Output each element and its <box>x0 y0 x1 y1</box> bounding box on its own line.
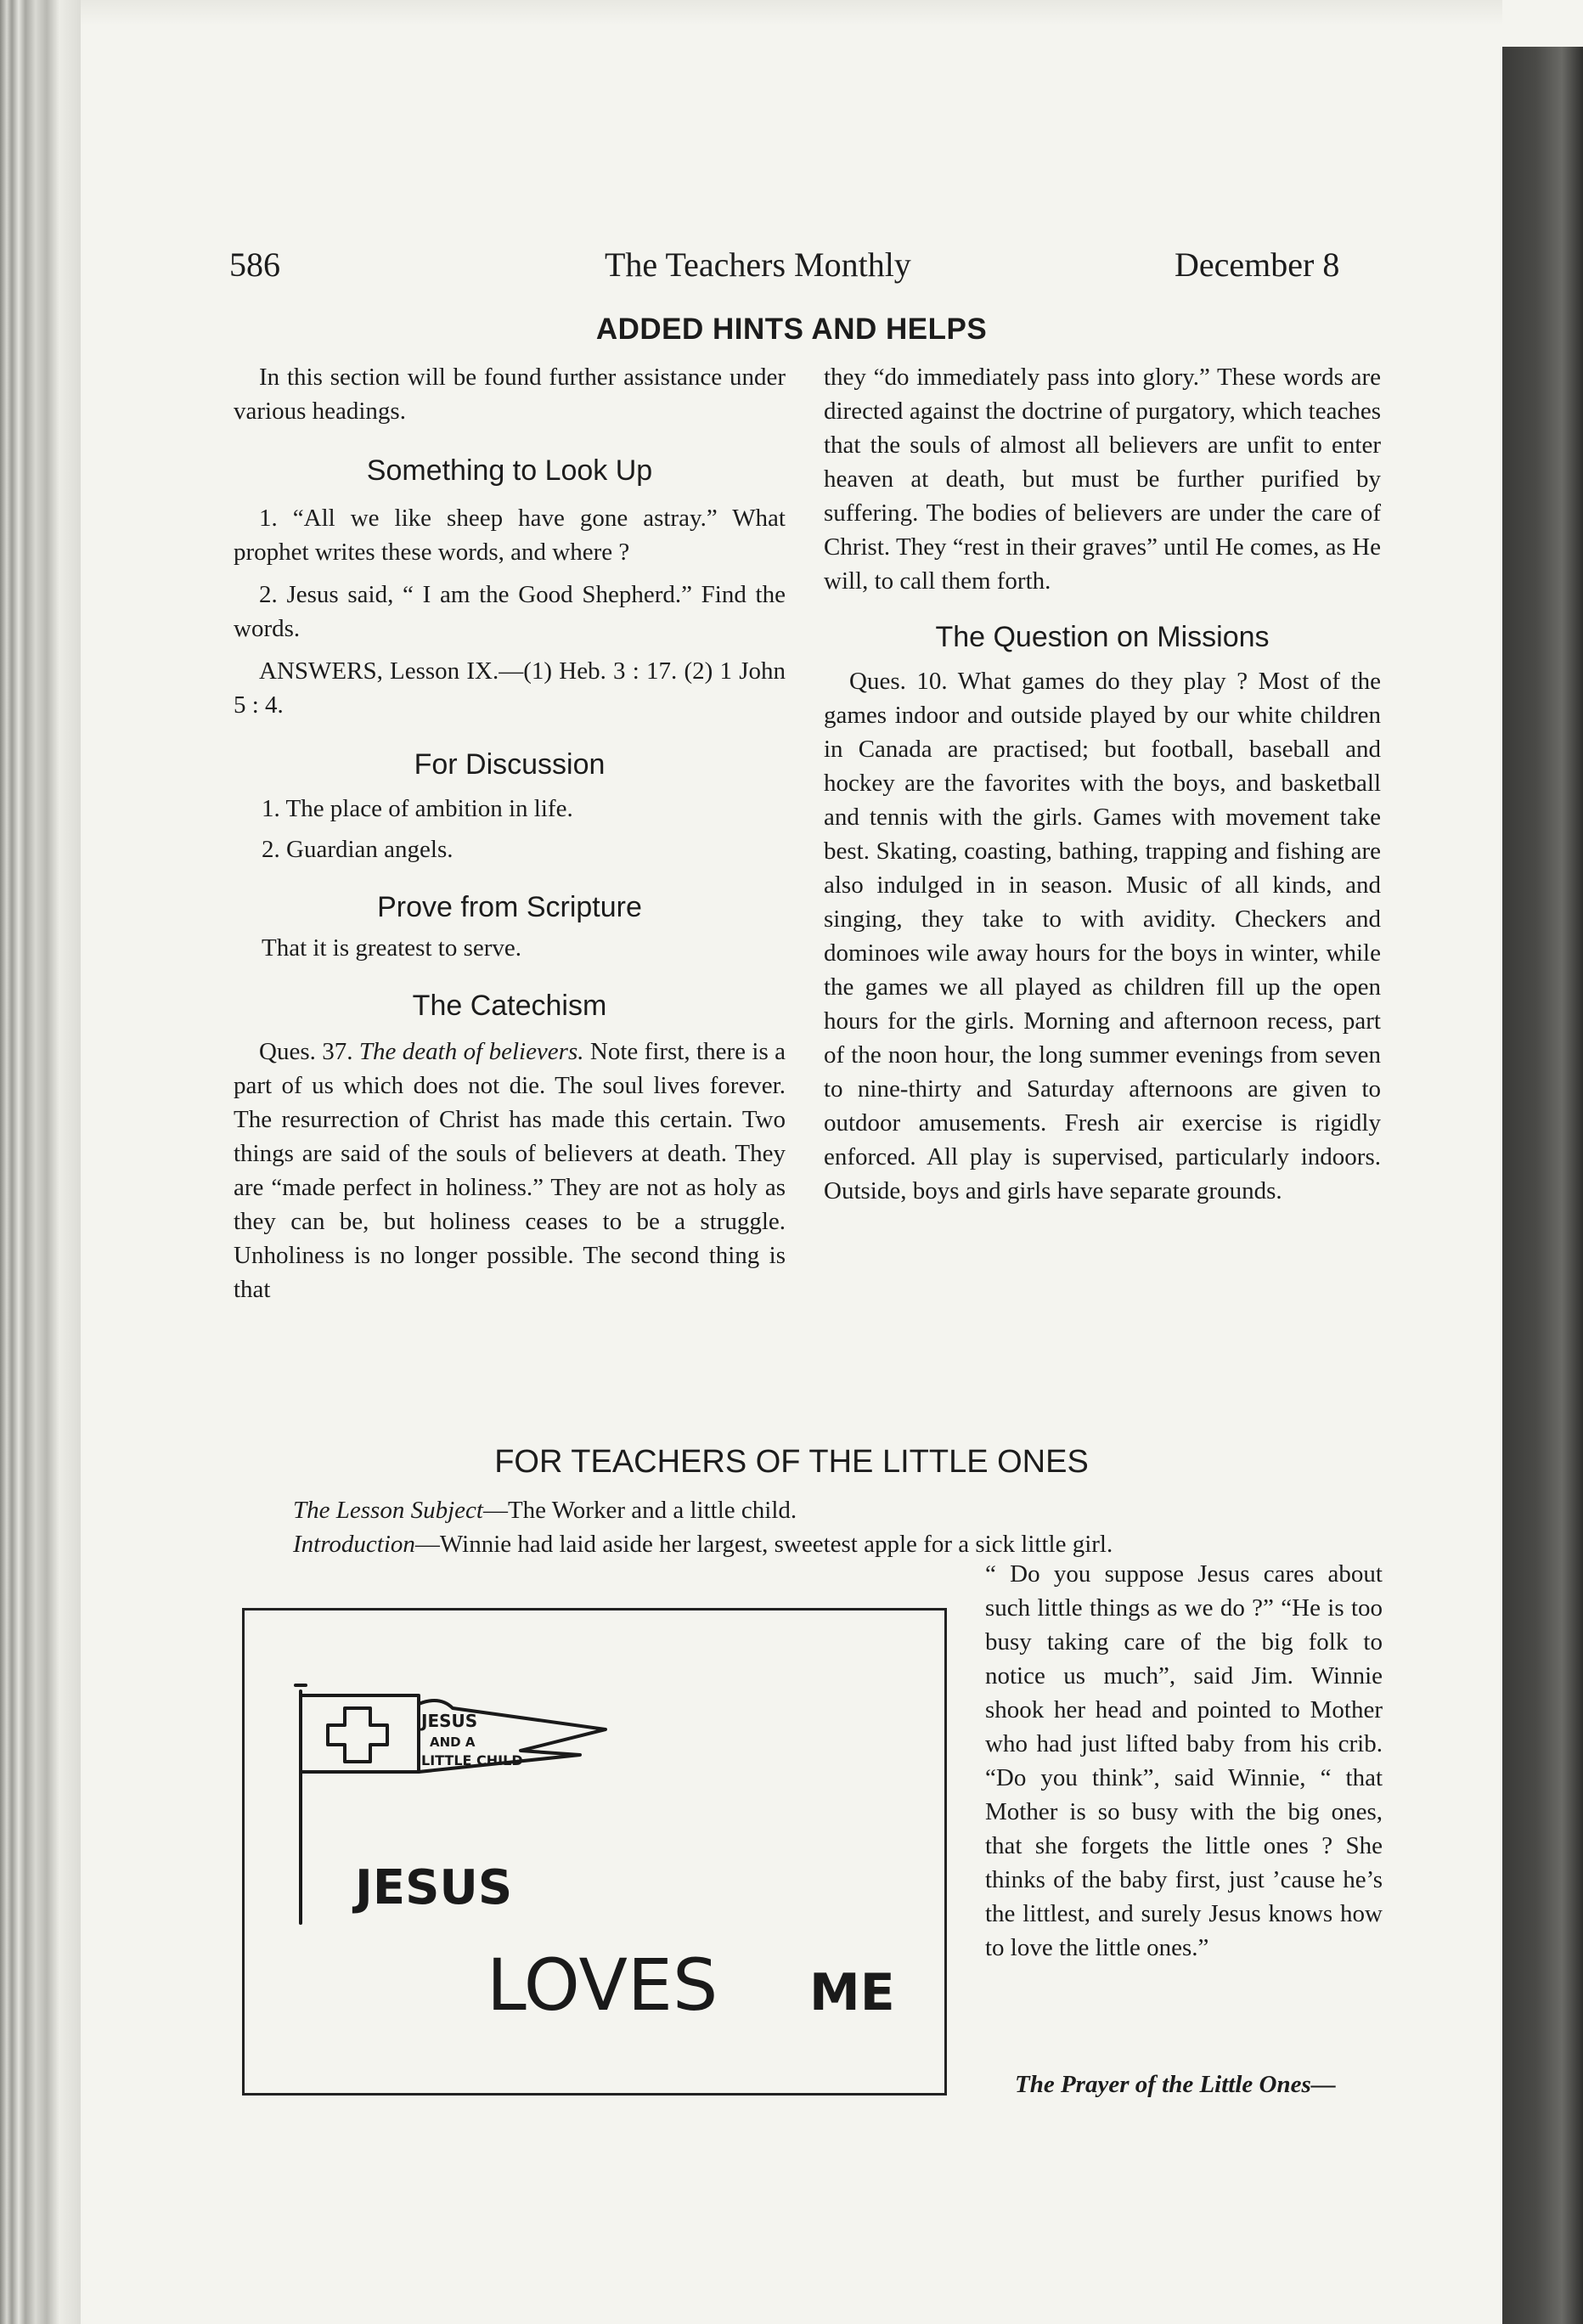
heading-missions: The Question on Missions <box>935 621 1270 653</box>
lesson-subject-text: —The Worker and a little child. <box>482 1497 797 1524</box>
discussion-item-1: 1. The place of ambition in life. <box>262 795 573 822</box>
illustration-box <box>242 1608 947 2096</box>
little-ones-heading: FOR TEACHERS OF THE LITTLE ONES <box>494 1444 1089 1480</box>
running-title: The Teachers Monthly <box>605 245 911 284</box>
right-column <box>824 360 1381 1208</box>
book-right-edge <box>1502 47 1583 2324</box>
pennant-text-2: AND A <box>430 1735 476 1750</box>
heading-discussion: For Discussion <box>414 748 606 781</box>
introduction-label: Introduction <box>293 1531 415 1558</box>
introduction <box>293 1527 1384 1561</box>
pennant-text-1: JESUS <box>421 1711 478 1731</box>
catechism-continuation: they “do immediately pass into glory.” These words are directed against the doctrine of purgatory, which teaches that the souls of almost all believers are unfit to enter heaven at death, but must be further purified by suffering. The bodies of believers are under the care of Christ. They “rest in their graves” until He comes, as He will, to call them forth. <box>824 364 1381 595</box>
page-number: 586 <box>229 245 280 284</box>
left-column <box>234 360 786 1306</box>
caption-loves: LOVES <box>487 1943 718 2027</box>
running-date: December 8 <box>1175 245 1340 284</box>
scripture-text: That it is greatest to serve. <box>262 934 522 962</box>
catechism-ques-label: Ques. 37. <box>259 1038 353 1065</box>
lesson-subject-label: The Lesson Subject <box>293 1497 483 1524</box>
prayer-heading: The Prayer of the Little Ones— <box>1015 2071 1336 2098</box>
flag-illustration <box>245 1610 944 2093</box>
heading-catechism: The Catechism <box>412 990 607 1022</box>
look-up-answers: ANSWERS, Lesson IX.—(1) Heb. 3 : 17. (2) 1 John 5 : 4. <box>234 657 786 719</box>
lesson-subject <box>293 1493 797 1527</box>
page-top-shade <box>81 0 1502 25</box>
pennant-text-3: LITTLE CHILD <box>421 1752 523 1768</box>
section-title: ADDED HINTS AND HELPS <box>595 313 988 346</box>
missions-text: Ques. 10. What games do they play ? Most of the games indoor and outside played by our white children in Canada are practised; but football, baseball and hockey are the favorites with the boys, and basketball and tennis with the girls. Games with movement take best. Skating, coasting, bathing, trapping and fishing are also indulged in in season. Music of all kinds, and singing, they take to with avidity. Checkers and dominoes wile away hours for the boys in winter, while the games we all played as children fill up the open hours for the girls. Morning and afternoon recess, part of the noon hour, the long summer evenings from seven to nine-thirty and Saturday afternoons are given to outdoor amusements. Fresh air exercise is rigidly enforced. All play is supervised, particularly indoors. Outside, boys and girls have separate grounds. <box>824 668 1381 1204</box>
book-left-edge <box>0 0 81 2324</box>
catechism-paragraph <box>234 1035 786 1306</box>
story-text: “ Do you suppose Jesus cares about such little things as we do ?” “He is too busy taking care of the big folk to notice us much”, said Jim. Winnie shook her head and pointed to Mother who had just lifted baby from his crib. “Do you think”, said Winnie, “ that Mother is so busy with the big ones, that she forgets the little ones ? She thinks of the baby first, just ’cause he’s the littlest, and surely Jesus knows how to love the little ones.” <box>985 1560 1383 1961</box>
look-up-q2: 2. Jesus said, “ I am the Good Shepherd.” Find the words. <box>234 581 786 642</box>
heading-look-up: Something to Look Up <box>366 454 653 487</box>
look-up-q1: 1. “All we like sheep have gone astray.” What prophet writes these words, and where ? <box>234 505 786 566</box>
catechism-ques-title: The death of believers. <box>358 1038 584 1065</box>
discussion-item-2: 2. Guardian angels. <box>262 836 453 863</box>
cross-icon <box>328 1708 387 1762</box>
introduction-text: —Winnie had laid aside her largest, sweetest apple for a sick little girl. <box>414 1531 1113 1558</box>
intro-paragraph: In this section will be found further assistance under various headings. <box>234 364 786 425</box>
heading-scripture: Prove from Scripture <box>377 891 642 923</box>
catechism-text: Note first, there is a part of us which does not die. The soul lives forever. The resurrection of Christ has made this certain. Two things are said of the souls of believers at death. They are “made perfect in holiness.” They are not as holy as they can be, but holiness ceases to be a struggle. Unholiness is no longer possible. The second thing is that <box>234 1038 786 1303</box>
caption-me: ME <box>809 1963 895 2022</box>
caption-jesus: JESUS <box>355 1860 513 1915</box>
